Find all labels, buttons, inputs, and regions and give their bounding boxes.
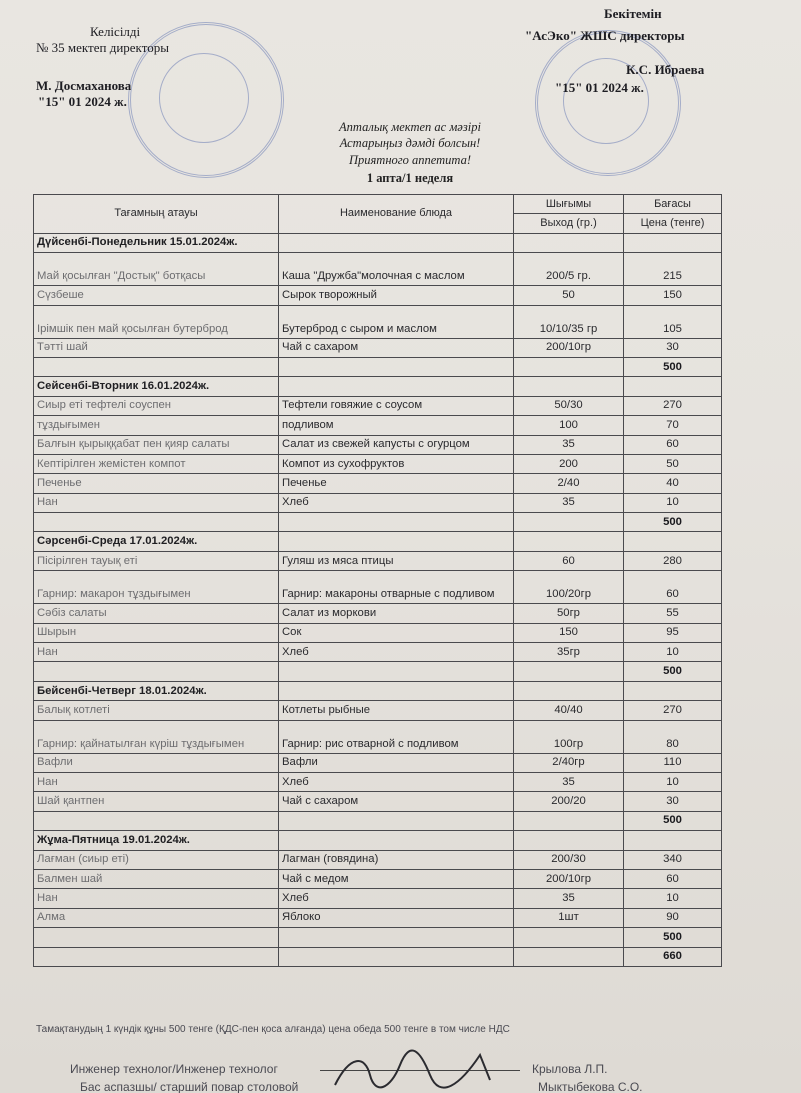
day-total-row	[34, 357, 722, 376]
dish-name-ru: Хлеб	[279, 643, 514, 662]
dish-output: 200/10гр	[514, 338, 624, 357]
header-output-kz: Шығымы	[514, 195, 624, 214]
empty-cell	[514, 357, 624, 376]
empty-cell	[514, 662, 624, 681]
dish-price: 10	[624, 643, 722, 662]
dish-price: 40	[624, 474, 722, 493]
week-label: 1 апта/1 неделя	[366, 171, 454, 185]
dish-name-kz: Гарнир: макарон тұздығымен	[34, 571, 279, 604]
table-row	[34, 416, 722, 435]
empty-cell	[34, 662, 279, 681]
dish-output: 150	[514, 623, 624, 642]
header-dish-kz: Тағамның атауы	[34, 195, 279, 234]
empty-cell	[279, 532, 514, 551]
empty-cell	[514, 947, 624, 966]
school-director-name: М. Досмаханова	[36, 78, 132, 93]
empty-cell	[514, 811, 624, 830]
header-price-kz: Бағасы	[624, 195, 722, 214]
table-row	[34, 454, 722, 473]
day-title: Жұма-Пятница 19.01.2024ж.	[34, 831, 279, 850]
dish-price: 30	[624, 338, 722, 357]
dish-output: 2/40гр	[514, 753, 624, 772]
empty-cell	[514, 233, 624, 252]
header-dish-ru: Наименование блюда	[279, 195, 514, 234]
dish-name-kz: Тәтті шай	[34, 338, 279, 357]
dish-name-kz: Сүзбеше	[34, 286, 279, 305]
approved-date: "15" 01 2024 ж.	[555, 80, 644, 95]
dish-price: 90	[624, 908, 722, 927]
empty-cell	[514, 681, 624, 700]
greeting-kz: Астарыңыз дәмді болсын!	[339, 136, 481, 150]
dish-price: 215	[624, 253, 722, 286]
dish-price: 270	[624, 701, 722, 720]
day-total: 500	[624, 928, 722, 947]
menu-table	[33, 194, 722, 967]
table-row	[34, 792, 722, 811]
empty-cell	[514, 831, 624, 850]
dish-price: 105	[624, 305, 722, 338]
dish-name-ru: Чай с сахаром	[279, 792, 514, 811]
company-director-position: "АсЭко" ЖШС директоры	[525, 28, 685, 43]
dish-output: 50гр	[514, 604, 624, 623]
dish-output: 35	[514, 435, 624, 454]
dish-price: 150	[624, 286, 722, 305]
dish-name-ru: Тефтели говяжие с соусом	[279, 396, 514, 415]
dish-name-kz: Балғын қырыққабат пен қияр салаты	[34, 435, 279, 454]
dish-output: 1шт	[514, 908, 624, 927]
agreed-date: "15" 01 2024 ж.	[38, 94, 127, 109]
table-row	[34, 286, 722, 305]
table-row	[34, 772, 722, 791]
signature-role-1: Инженер технолог/Инженер технолог	[70, 1062, 278, 1076]
day-total: 500	[624, 811, 722, 830]
dish-name-ru: Бутерброд с сыром и маслом	[279, 305, 514, 338]
dish-price: 10	[624, 772, 722, 791]
dish-name-kz: тұздығымен	[34, 416, 279, 435]
dish-output: 60	[514, 551, 624, 570]
dish-name-kz: Кептірілген жемістен компот	[34, 454, 279, 473]
dish-name-ru: Котлеты рыбные	[279, 701, 514, 720]
empty-cell	[514, 513, 624, 532]
dish-name-ru: Компот из сухофруктов	[279, 454, 514, 473]
signature-role-2: Бас аспазшы/ старший повар столовой	[80, 1080, 299, 1093]
empty-cell	[279, 947, 514, 966]
dish-name-kz: Сәбіз салаты	[34, 604, 279, 623]
dish-name-kz: Гарнир: қайнатылған күріш тұздығымен	[34, 720, 279, 753]
dish-name-ru: Вафли	[279, 753, 514, 772]
dish-name-ru: Гарнир: макароны отварные с подливом	[279, 571, 514, 604]
table-row	[34, 305, 722, 338]
dish-name-ru: Чай с сахаром	[279, 338, 514, 357]
dish-output: 10/10/35 гр	[514, 305, 624, 338]
table-row	[34, 623, 722, 642]
dish-name-kz: Май қосылған "Достық" ботқасы	[34, 253, 279, 286]
company-director-name: К.С. Ибраева	[626, 62, 705, 77]
table-row	[34, 643, 722, 662]
table-row	[34, 253, 722, 286]
table-row	[34, 571, 722, 604]
day-total-row	[34, 662, 722, 681]
dish-output: 100/20гр	[514, 571, 624, 604]
dish-name-kz: Пісірілген тауық еті	[34, 551, 279, 570]
dish-name-kz: Нан	[34, 889, 279, 908]
day-title: Сәрсенбі-Среда 17.01.2024ж.	[34, 532, 279, 551]
table-row	[34, 869, 722, 888]
dish-output: 35гр	[514, 643, 624, 662]
day-header-row	[34, 532, 722, 551]
dish-price: 60	[624, 435, 722, 454]
empty-cell	[279, 377, 514, 396]
dish-name-ru: Лагман (говядина)	[279, 850, 514, 869]
dish-output: 50/30	[514, 396, 624, 415]
header-price-ru: Цена (тенге)	[624, 214, 722, 233]
signature-name-2: Мыктыбекова С.О.	[538, 1080, 643, 1093]
table-row	[34, 604, 722, 623]
dish-name-kz: Вафли	[34, 753, 279, 772]
greeting-ru: Приятного аппетита!	[348, 153, 472, 167]
day-total-row	[34, 513, 722, 532]
empty-cell	[514, 532, 624, 551]
dish-price: 10	[624, 889, 722, 908]
dish-price: 60	[624, 869, 722, 888]
day-total: 500	[624, 513, 722, 532]
empty-cell	[34, 811, 279, 830]
day-total: 500	[624, 357, 722, 376]
dish-name-kz: Нан	[34, 643, 279, 662]
menu-table-body	[34, 233, 722, 966]
dish-name-kz: Нан	[34, 493, 279, 512]
dish-name-ru: Гуляш из мяса птицы	[279, 551, 514, 570]
dish-name-kz: Нан	[34, 772, 279, 791]
empty-cell	[279, 357, 514, 376]
dish-name-kz: Сиыр еті тефтелі соуспен	[34, 396, 279, 415]
dish-name-ru: Гарнир: рис отварной с подливом	[279, 720, 514, 753]
dish-output: 200/10гр	[514, 869, 624, 888]
handwritten-signature	[330, 1045, 500, 1093]
day-header-row	[34, 233, 722, 252]
empty-cell	[279, 513, 514, 532]
dish-name-ru: Хлеб	[279, 772, 514, 791]
dish-price: 60	[624, 571, 722, 604]
dish-name-kz: Балық котлеті	[34, 701, 279, 720]
header-output-ru: Выход (гр.)	[514, 214, 624, 233]
empty-cell	[279, 233, 514, 252]
dish-name-kz: Балмен шай	[34, 869, 279, 888]
dish-name-ru: Хлеб	[279, 889, 514, 908]
dish-price: 70	[624, 416, 722, 435]
empty-cell	[34, 928, 279, 947]
dish-name-kz: Шырын	[34, 623, 279, 642]
grand-total-row	[34, 947, 722, 966]
day-total-row	[34, 928, 722, 947]
grand-total: 660	[624, 947, 722, 966]
table-row	[34, 701, 722, 720]
dish-name-kz: Ірімшік пен май қосылған бутерброд	[34, 305, 279, 338]
dish-price: 270	[624, 396, 722, 415]
empty-cell	[279, 831, 514, 850]
table-row	[34, 474, 722, 493]
dish-price: 110	[624, 753, 722, 772]
dish-price: 55	[624, 604, 722, 623]
empty-cell	[34, 947, 279, 966]
empty-cell	[279, 811, 514, 830]
table-row	[34, 396, 722, 415]
dish-output: 35	[514, 493, 624, 512]
dish-price: 340	[624, 850, 722, 869]
dish-output: 35	[514, 889, 624, 908]
dish-output: 50	[514, 286, 624, 305]
dish-output: 200/5 гр.	[514, 253, 624, 286]
school-director-position: № 35 мектеп директоры	[36, 40, 169, 55]
empty-cell	[34, 513, 279, 532]
dish-price: 30	[624, 792, 722, 811]
dish-output: 200/30	[514, 850, 624, 869]
empty-cell	[624, 681, 722, 700]
dish-name-ru: Салат из свежей капусты с огурцом	[279, 435, 514, 454]
menu-title-kz: Апталық мектеп ас мәзірі	[339, 120, 481, 134]
dish-price: 10	[624, 493, 722, 512]
empty-cell	[279, 662, 514, 681]
day-title: Дүйсенбі-Понедельник 15.01.2024ж.	[34, 233, 279, 252]
approved-label: Бекітемін	[604, 6, 662, 21]
table-row	[34, 850, 722, 869]
day-total-row	[34, 811, 722, 830]
table-row	[34, 908, 722, 927]
dish-output: 200	[514, 454, 624, 473]
empty-cell	[624, 831, 722, 850]
signature-name-1: Крылова Л.П.	[532, 1062, 608, 1076]
empty-cell	[514, 928, 624, 947]
dish-price: 50	[624, 454, 722, 473]
day-title: Бейсенбі-Четверг 18.01.2024ж.	[34, 681, 279, 700]
dish-name-kz: Шай қантпен	[34, 792, 279, 811]
dish-output: 200/20	[514, 792, 624, 811]
table-row	[34, 753, 722, 772]
day-header-row	[34, 377, 722, 396]
table-row	[34, 720, 722, 753]
table-row	[34, 493, 722, 512]
dish-name-ru: Чай с медом	[279, 869, 514, 888]
dish-name-ru: Печенье	[279, 474, 514, 493]
dish-price: 95	[624, 623, 722, 642]
agreed-label: Келісілді	[90, 24, 141, 39]
dish-output: 2/40	[514, 474, 624, 493]
dish-output: 40/40	[514, 701, 624, 720]
dish-name-ru: Сок	[279, 623, 514, 642]
dish-output: 100гр	[514, 720, 624, 753]
dish-name-kz: Лағман (сиыр еті)	[34, 850, 279, 869]
table-row	[34, 338, 722, 357]
day-header-row	[34, 681, 722, 700]
empty-cell	[624, 377, 722, 396]
dish-output: 35	[514, 772, 624, 791]
table-row	[34, 551, 722, 570]
empty-cell	[624, 532, 722, 551]
table-row	[34, 889, 722, 908]
day-title: Сейсенбі-Вторник 16.01.2024ж.	[34, 377, 279, 396]
dish-name-kz: Печенье	[34, 474, 279, 493]
dish-name-kz: Алма	[34, 908, 279, 927]
dish-name-ru: Яблоко	[279, 908, 514, 927]
empty-cell	[279, 681, 514, 700]
dish-name-ru: Сырок творожный	[279, 286, 514, 305]
dish-name-ru: Хлеб	[279, 493, 514, 512]
empty-cell	[279, 928, 514, 947]
empty-cell	[514, 377, 624, 396]
dish-price: 280	[624, 551, 722, 570]
dish-name-ru: Салат из моркови	[279, 604, 514, 623]
dish-name-ru: подливом	[279, 416, 514, 435]
empty-cell	[624, 233, 722, 252]
dish-output: 100	[514, 416, 624, 435]
price-footnote: Тамақтанудың 1 күндік құны 500 тенге (ҚДС-пен қоса алғанда) цена обеда 500 тенге в том числе НДС	[36, 1024, 510, 1035]
table-row	[34, 435, 722, 454]
dish-name-ru: Каша "Дружба"молочная с маслом	[279, 253, 514, 286]
empty-cell	[34, 357, 279, 376]
day-total: 500	[624, 662, 722, 681]
day-header-row	[34, 831, 722, 850]
dish-price: 80	[624, 720, 722, 753]
